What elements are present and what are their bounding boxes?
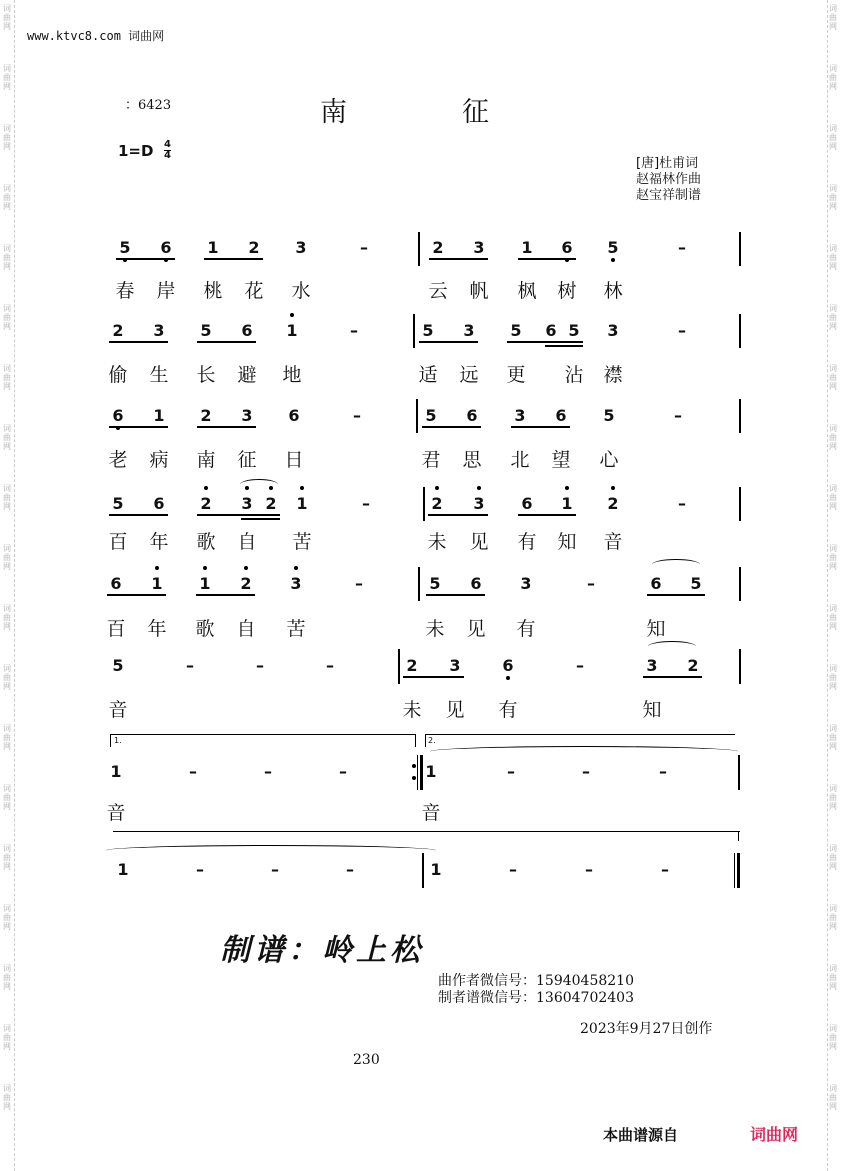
note: 3 [241,406,253,425]
volta-1-label: 1. [114,736,122,745]
underline [428,514,488,516]
tie-end [738,831,739,841]
source-label: 本曲谱源自 [603,1126,679,1144]
lyric-char: 生 [149,364,169,386]
barline [418,232,420,266]
lyric-char: 君 [421,449,441,471]
composer-credit: 赵福林作曲 [636,172,702,187]
lyric-char: 见 [469,531,489,553]
lyric-char: 有 [516,618,536,640]
underline [107,594,166,596]
lyric-char: 适 [418,364,438,386]
note: 3 [473,238,485,257]
time-signature-bottom: 4 [164,150,171,161]
underline [197,514,280,516]
note: 6 [521,494,533,513]
note: 6 [470,574,482,593]
tie-arc [430,746,738,757]
note: 5 [607,238,619,257]
dash-note: – [355,574,363,593]
lyric-char: 避 [237,364,257,386]
watermark-text: 词 曲 网 [829,904,837,931]
watermark-text: 词 曲 网 [3,304,11,331]
watermark-text: 词 曲 网 [3,844,11,871]
note: 2 [432,238,444,257]
lyric-char: 长 [196,364,216,386]
lyric-char: 见 [445,699,465,721]
underline [545,345,583,347]
time-signature [164,140,171,161]
note: 2 [265,494,277,513]
dash-note: – [360,238,368,257]
dash-note: – [678,238,686,257]
lyric-char: 襟 [603,364,623,386]
creation-date: 2023年9月27日创作 [580,1021,713,1037]
lyric-char: 桃 [203,280,223,302]
dash-note: – [582,762,590,781]
high-octave-dot [435,486,439,490]
lyric-char: 自 [237,531,257,553]
dash-note: – [661,860,669,879]
watermark-text: 词 曲 网 [3,1024,11,1051]
watermark-text: 词 曲 网 [3,964,11,991]
volta-2-line [425,734,735,735]
lyric-char: 思 [462,449,482,471]
lyric-char: 日 [284,449,304,471]
note: 1 [207,238,219,257]
note: 5 [112,656,124,675]
lyric-char: 老 [108,449,128,471]
note: 3 [295,238,307,257]
lyric-char: 音 [603,531,623,553]
underline [511,426,570,428]
dash-note: – [186,656,194,675]
lyric-char: 歌 [195,618,215,640]
watermark-text: 词 曲 网 [829,304,837,331]
volta-1-right [415,734,416,747]
barline [413,314,415,348]
watermark-text: 词 曲 网 [829,1024,837,1051]
lyric-char: 帆 [469,280,489,302]
watermark-text: 词 曲 网 [3,64,11,91]
note: 3 [153,321,165,340]
underline [116,258,175,260]
source-brand-link[interactable]: 词曲网 [750,1125,799,1144]
lyric-char: 偷 [108,364,128,386]
watermark-text: 词 曲 网 [3,424,11,451]
lyric-char: 年 [147,618,167,640]
note: 2 [406,656,418,675]
watermark-text: 词 曲 网 [829,124,837,151]
note: 3 [607,321,619,340]
dash-note: – [674,406,682,425]
lyric-char: 云 [428,280,448,302]
lyric-char: 北 [510,449,530,471]
underline [109,514,168,516]
barline [739,487,741,521]
note: 5 [429,574,441,593]
note: 6 [502,656,514,675]
watermark-text: 词 曲 网 [829,964,837,991]
dash-note: – [576,656,584,675]
note: 2 [240,574,252,593]
repeat-dot [412,764,416,768]
watermark-text: 词 曲 网 [3,244,11,271]
watermark-text: 词 曲 网 [3,364,11,391]
note: 5 [119,238,131,257]
dash-note: – [326,656,334,675]
lyric-char: 百 [106,618,126,640]
note: 1 [117,860,129,879]
lyric-char: 歌 [196,531,216,553]
lyric-char: 苦 [286,618,306,640]
score-serial: ：6423 [125,98,172,113]
note: 5 [422,321,434,340]
note: 1 [561,494,573,513]
high-octave-dot [300,486,304,490]
volta-1-line [110,734,416,735]
barline [739,399,741,433]
dash-note: – [196,860,204,879]
underline [426,594,485,596]
underline [419,341,478,343]
tie-line [113,831,740,832]
dash-note: – [346,860,354,879]
note: 3 [520,574,532,593]
watermark-text: 词 曲 网 [3,1084,11,1111]
underline [197,426,256,428]
contact-info [438,973,634,1007]
note: 2 [248,238,260,257]
note: 2 [200,406,212,425]
note: 1 [286,321,298,340]
time-signature-top: 4 [164,139,171,150]
note: 6 [466,406,478,425]
note: 6 [241,321,253,340]
underline [422,426,481,428]
watermark-text: 词 曲 网 [3,4,11,31]
lyric-char: 苦 [292,531,312,553]
note: 1 [110,762,122,781]
site-url[interactable]: www.ktvc8.com [27,29,121,43]
lyric-char: 见 [466,618,486,640]
note: 6 [112,406,124,425]
underline [196,594,255,596]
high-octave-dot [565,486,569,490]
dash-note: – [339,762,347,781]
lyric-char: 树 [557,280,577,302]
lyric-char: 心 [599,449,619,471]
watermark-text: 词 曲 网 [829,424,837,451]
barline [737,853,740,888]
dash-note: – [587,574,595,593]
dash-note: – [507,762,515,781]
barline [739,649,741,684]
lyric-char: 春 [115,280,135,302]
page-number: 230 [353,1052,380,1068]
watermark-text: 词 曲 网 [829,844,837,871]
song-title: 南征 [320,97,604,128]
underline [518,514,576,516]
watermark-text: 词 曲 网 [829,4,837,31]
barline [416,399,418,433]
lyric-char: 未 [427,531,447,553]
note: 3 [241,494,253,513]
underline [507,341,583,343]
lyric-char: 南 [196,449,216,471]
note: 2 [687,656,699,675]
arranger-signature: 制谱：岭上松 [220,933,424,968]
note: 5 [112,494,124,513]
dash-note: – [509,860,517,879]
lyric-char: 更 [506,364,526,386]
watermark-text: 词 曲 网 [3,784,11,811]
arranger-credit: 赵宝祥制谱 [636,188,702,203]
dash-note: – [678,321,686,340]
underline [109,426,168,428]
watermark-text: 词 曲 网 [3,544,11,571]
lyric-char: 远 [459,364,479,386]
note: 3 [290,574,302,593]
note: 1 [425,762,437,781]
repeat-dot [412,776,416,780]
note: 3 [514,406,526,425]
right-watermark-strip [827,0,842,1171]
high-octave-dot [477,486,481,490]
note: 5 [568,321,580,340]
watermark-text: 词 曲 网 [3,484,11,511]
high-octave-dot [155,566,159,570]
barline [739,567,741,601]
note: 3 [463,321,475,340]
high-octave-dot [203,566,207,570]
lyric-char: 知 [642,699,662,721]
watermark-text: 词 曲 网 [829,64,837,91]
underline [429,258,488,260]
lyric-char: 有 [517,531,537,553]
barline [423,487,425,521]
note: 6 [288,406,300,425]
watermark-text: 词 曲 网 [829,784,837,811]
volta-2-label: 2. [428,736,436,745]
watermark-text: 词 曲 网 [829,604,837,631]
note: 1 [151,574,163,593]
note: 6 [650,574,662,593]
volta-1-left [110,734,111,747]
lyric-char: 自 [236,618,256,640]
watermark-text: 词 曲 网 [3,124,11,151]
watermark-text: 词 曲 网 [829,184,837,211]
dash-note: – [264,762,272,781]
note: 1 [521,238,533,257]
dash-note: – [678,494,686,513]
high-octave-dot [611,486,615,490]
watermark-text: 词 曲 网 [829,244,837,271]
dash-note: – [189,762,197,781]
note: 5 [603,406,615,425]
tie-arc [648,641,696,652]
watermark-text: 词 曲 网 [829,1084,837,1111]
tie-arc [106,845,436,856]
lyric-char: 征 [237,449,257,471]
watermark-text: 词 曲 网 [3,664,11,691]
credits [636,156,701,204]
lyric-char: 知 [557,531,577,553]
arranger-wechat: 制者谱微信号：13604702403 [438,990,634,1006]
barline [422,853,424,888]
dash-note: – [271,860,279,879]
barline [418,567,420,601]
lyric-char: 未 [425,618,445,640]
left-watermark-strip [0,0,15,1171]
note: 6 [545,321,557,340]
lyric-char: 年 [149,531,169,553]
note: 5 [690,574,702,593]
underline [204,258,263,260]
note: 2 [200,494,212,513]
dash-note: – [353,406,361,425]
lyric-char: 病 [149,449,169,471]
note: 2 [607,494,619,513]
lyric-char: 枫 [517,280,537,302]
lyricist-credit: [唐]杜甫词 [636,156,699,171]
high-octave-dot [294,566,298,570]
note: 6 [160,238,172,257]
note: 1 [296,494,308,513]
watermark-text: 词 曲 网 [3,604,11,631]
lyric-char: 岸 [156,280,176,302]
site-name: 词曲网 [128,29,165,43]
underline [643,676,702,678]
watermark-text: 词 曲 网 [3,724,11,751]
lyric-char: 花 [244,280,264,302]
note: 6 [561,238,573,257]
barline [739,314,741,348]
lyric-char: 水 [291,280,311,302]
underline [518,258,576,260]
watermark-text: 词 曲 网 [3,184,11,211]
barline [734,853,735,888]
tie-arc [240,479,278,490]
low-octave-dot [611,258,615,262]
note: 3 [646,656,658,675]
watermark-text: 词 曲 网 [829,544,837,571]
underline [109,341,168,343]
lyric-char: 林 [603,280,623,302]
note: 6 [555,406,567,425]
note: 5 [200,321,212,340]
dash-note: – [585,860,593,879]
lyric-char: 百 [108,531,128,553]
watermark-text: 词 曲 网 [3,904,11,931]
high-octave-dot [290,313,294,317]
note: 6 [153,494,165,513]
low-octave-dot [506,676,510,680]
lyric-char: 知 [646,618,666,640]
dash-note: – [659,762,667,781]
note: 1 [199,574,211,593]
note: 6 [110,574,122,593]
note: 1 [430,860,442,879]
site-header [27,27,164,44]
lyric-char: 地 [282,364,302,386]
underline [403,676,464,678]
lyric-char: 音 [108,699,128,721]
underline [647,594,705,596]
note: 5 [425,406,437,425]
watermark-text: 词 曲 网 [829,664,837,691]
key-signature: 1=D [118,142,154,160]
barline [738,755,740,790]
note: 3 [473,494,485,513]
dash-note: – [256,656,264,675]
barline [398,649,400,684]
composer-wechat: 曲作者微信号：15940458210 [438,973,634,989]
note: 1 [153,406,165,425]
watermark-text: 词 曲 网 [829,724,837,751]
lyric-char: 音 [106,802,126,824]
volta-2-left [425,734,426,747]
watermark-text: 词 曲 网 [829,484,837,511]
tie-arc [652,559,700,570]
note: 3 [449,656,461,675]
dash-note: – [362,494,370,513]
note: 2 [112,321,124,340]
note: 5 [510,321,522,340]
dash-note: – [350,321,358,340]
lyric-char: 有 [498,699,518,721]
high-octave-dot [204,486,208,490]
barline [739,232,741,266]
lyric-char: 沾 [564,364,584,386]
watermark-text: 词 曲 网 [829,364,837,391]
underline [241,518,280,520]
lyric-char: 音 [421,802,441,824]
lyric-char: 未 [402,699,422,721]
lyric-char: 望 [551,449,571,471]
high-octave-dot [244,566,248,570]
underline [197,341,256,343]
barline [417,755,418,790]
note: 2 [431,494,443,513]
